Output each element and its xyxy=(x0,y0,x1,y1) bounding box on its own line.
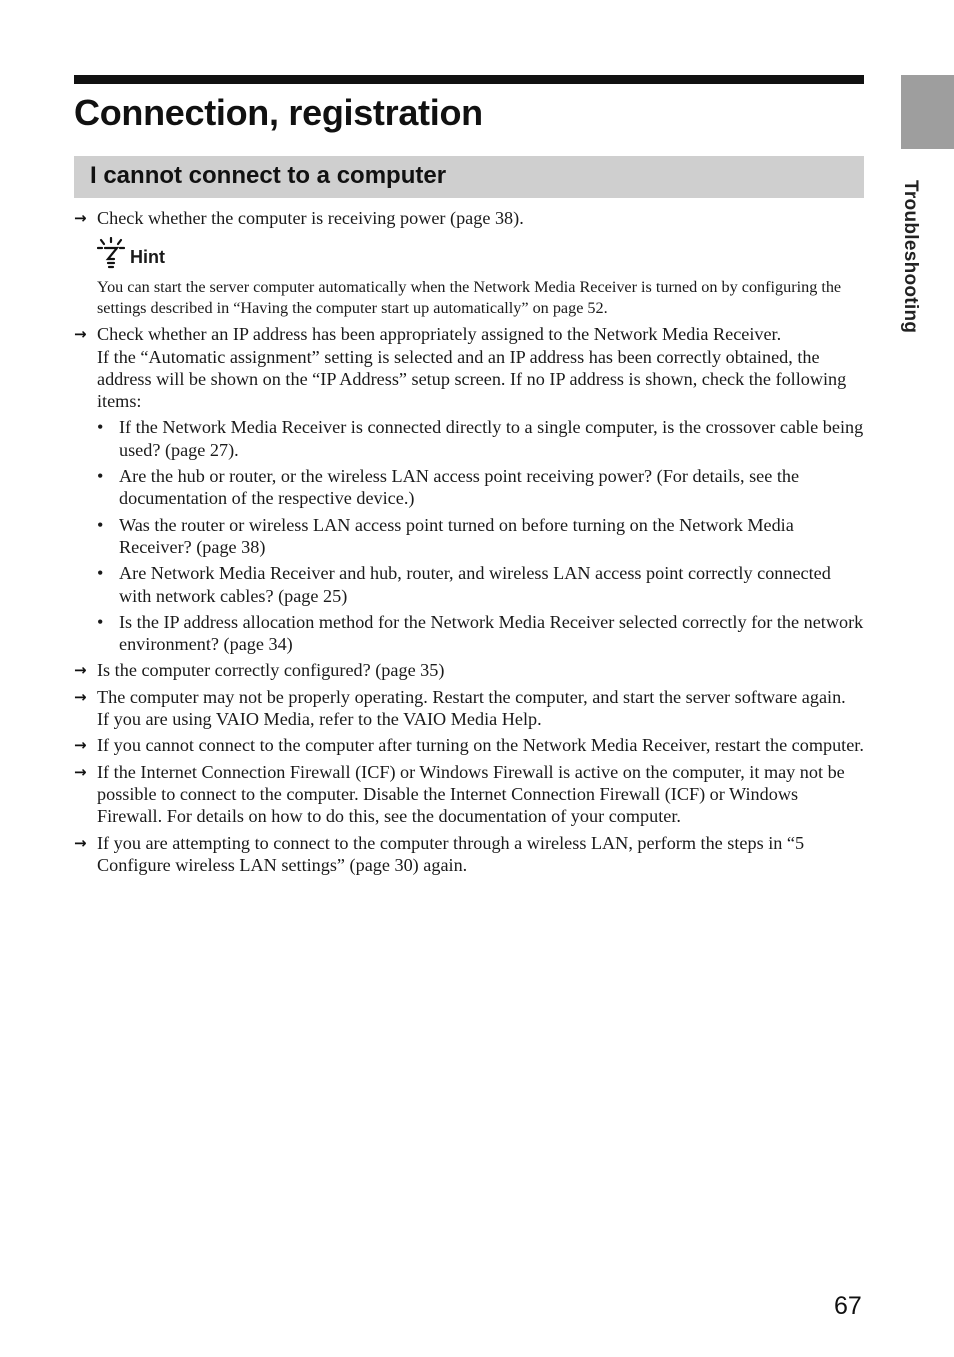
item-text: If you cannot connect to the computer after turning on the Network Media Receiver, restart the computer. xyxy=(97,735,864,756)
bullet-text: If the Network Media Receiver is connected directly to a single computer, is the crossover cable being used? (page 27). xyxy=(119,417,864,460)
item-text: If you are using VAIO Media, refer to the VAIO Media Help. xyxy=(97,709,542,730)
lightbulb-icon xyxy=(97,237,125,269)
item-text: The computer may not be properly operating. Restart the computer, and start the server software again. xyxy=(97,686,846,707)
arrow-icon: → xyxy=(74,687,87,706)
hint-text: You can start the server computer automatically when the Network Media Receiver is turned on by configuring the settings described in “Having the computer start up automatically” on page 52. xyxy=(97,278,842,318)
side-section-label: Troubleshooting xyxy=(900,180,921,334)
list-item xyxy=(74,659,864,681)
content-body xyxy=(74,207,864,880)
list-item xyxy=(74,734,864,756)
bullet-text: Are the hub or router, or the wireless LAN access point receiving power? (For details, see the documentation of the respective device.) xyxy=(119,466,800,509)
list-item xyxy=(74,686,864,731)
hint-box xyxy=(97,237,864,319)
item-text: If the “Automatic assignment” setting is selected and an IP address has been correctly obtained, the address will be shown on the “IP Address” setup screen. If no IP address is shown, check the following items: xyxy=(97,346,847,412)
section-header-bar xyxy=(74,156,864,198)
item-text: Is the computer correctly configured? (page 35) xyxy=(97,660,445,681)
bullet-text: Are Network Media Receiver and hub, router, and wireless LAN access point correctly connected with network cables? (page 25) xyxy=(119,563,831,606)
top-rule xyxy=(74,75,864,84)
item-text: Check whether the computer is receiving power (page 38). xyxy=(97,208,524,228)
section-title: I cannot connect to a computer xyxy=(90,162,447,189)
arrow-icon: → xyxy=(74,209,87,227)
hint-header xyxy=(97,237,864,269)
bullet-item xyxy=(97,416,864,461)
item-text: If the Internet Connection Firewall (ICF) or Windows Firewall is active on the computer, it may not be possible to connect to the computer. Disable the Internet Connection Firewall (ICF) or Windows Firewall. For details on how to do this, see the documentation of your computer. xyxy=(97,761,845,827)
bullet-dot: • xyxy=(97,466,104,487)
bullet-text: Is the IP address allocation method for the Network Media Receiver selected correctly for the network environment? (page 34) xyxy=(119,611,864,655)
bullet-dot: • xyxy=(97,563,104,584)
bullet-text: Was the router or wireless LAN access point turned on before turning on the Network Media Receiver? (page 38) xyxy=(119,514,794,557)
list-item xyxy=(74,323,864,655)
list-item xyxy=(74,761,864,828)
arrow-icon: → xyxy=(74,661,87,680)
list-item xyxy=(74,832,864,877)
item-text: Check whether an IP address has been appropriately assigned to the Network Media Receiver. xyxy=(97,324,782,345)
bullet-item xyxy=(97,465,864,510)
side-tab-marker xyxy=(901,75,954,149)
bullet-item xyxy=(97,562,864,607)
arrow-icon: → xyxy=(74,833,87,852)
arrow-icon: → xyxy=(74,762,87,781)
list-item xyxy=(74,207,864,229)
arrow-icon: → xyxy=(74,736,87,755)
page-title: Connection, registration xyxy=(74,92,483,133)
item-text: If you are attempting to connect to the computer through a wireless LAN, perform the steps in “5 Configure wireless LAN settings” (page 30) again. xyxy=(97,832,805,875)
page-number: 67 xyxy=(834,1292,862,1320)
bullet-dot: • xyxy=(97,514,104,535)
arrow-icon: → xyxy=(74,325,87,344)
hint-label: Hint xyxy=(130,247,165,267)
check-items-list xyxy=(97,416,864,655)
bullet-dot: • xyxy=(97,417,104,438)
bullet-dot: • xyxy=(97,611,104,632)
bullet-item xyxy=(97,514,864,559)
bullet-item xyxy=(97,611,864,656)
